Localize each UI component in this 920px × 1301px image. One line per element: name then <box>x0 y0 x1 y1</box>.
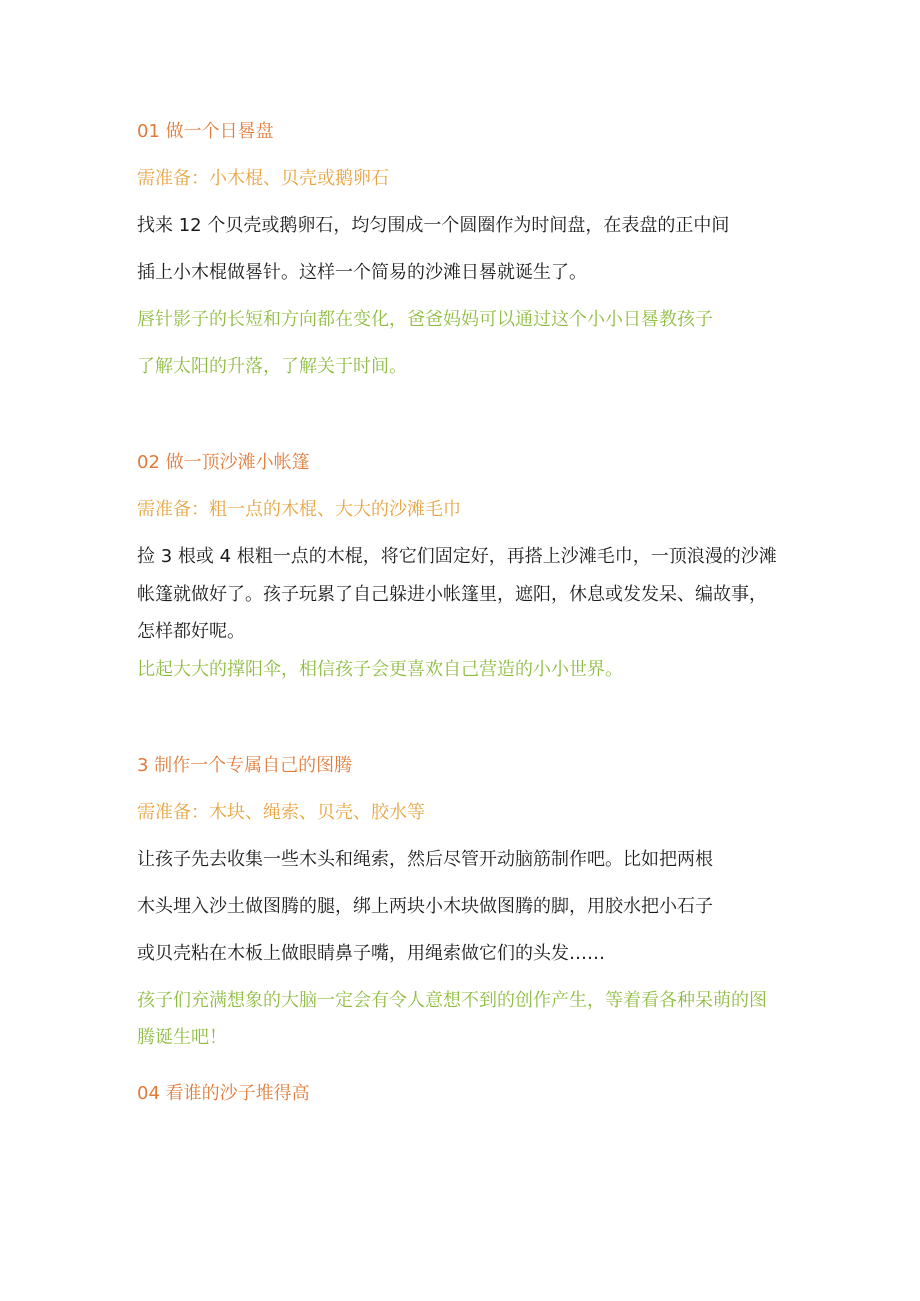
section-3-body-line-1: 让孩子先去收集一些木头和绳索，然后尽管开动脑筋制作吧。比如把两根 <box>137 849 713 870</box>
section-1-body-line-2: 插上小木棍做晷针。这样一个简易的沙滩日晷就诞生了。 <box>137 262 587 283</box>
section-1-prep: 需准备：小木棍、贝壳或鹅卵石 <box>137 168 389 189</box>
section-2-body-line-2: 帐篷就做好了。孩子玩累了自己躲进小帐篷里，遮阳，休息或发发呆、编故事， <box>137 584 767 605</box>
section-2-tip-line-1: 比起大大的撑阳伞，相信孩子会更喜欢自己营造的小小世界。 <box>137 659 623 680</box>
section-2-body-line-3: 怎样都好呢。 <box>137 621 245 642</box>
section-3-body-line-2: 木头埋入沙土做图腾的腿，绑上两块小木块做图腾的脚，用胶水把小石子 <box>137 896 713 917</box>
section-3-heading: 3 制作一个专属自己的图腾 <box>137 755 353 776</box>
section-4-heading: 04 看谁的沙子堆得高 <box>137 1083 310 1104</box>
section-1-body-line-1: 找来 12 个贝壳或鹅卵石，均匀围成一个圆圈作为时间盘，在表盘的正中间 <box>137 215 730 236</box>
section-3-tip-line-1: 孩子们充满想象的大脑一定会有令人意想不到的创作产生，等着看各种呆萌的图 <box>137 990 767 1011</box>
section-1-tip-line-1: 唇针影子的长短和方向都在变化，爸爸妈妈可以通过这个小小日晷教孩子 <box>137 309 713 330</box>
section-3-body-line-3: 或贝壳粘在木板上做眼睛鼻子嘴，用绳索做它们的头发…… <box>137 943 605 964</box>
section-3-tip-line-2: 腾诞生吧！ <box>137 1027 227 1048</box>
section-1-heading: 01 做一个日晷盘 <box>137 121 274 142</box>
section-3-prep: 需准备：木块、绳索、贝壳、胶水等 <box>137 802 425 823</box>
section-2-body-line-1: 捡 3 根或 4 根粗一点的木棍，将它们固定好，再搭上沙滩毛巾，一顶浪漫的沙滩 <box>137 546 777 567</box>
section-1-tip-line-2: 了解太阳的升落，了解关于时间。 <box>137 356 407 377</box>
section-2-prep: 需准备：粗一点的木棍、大大的沙滩毛巾 <box>137 499 461 520</box>
section-2-heading: 02 做一顶沙滩小帐篷 <box>137 452 310 473</box>
